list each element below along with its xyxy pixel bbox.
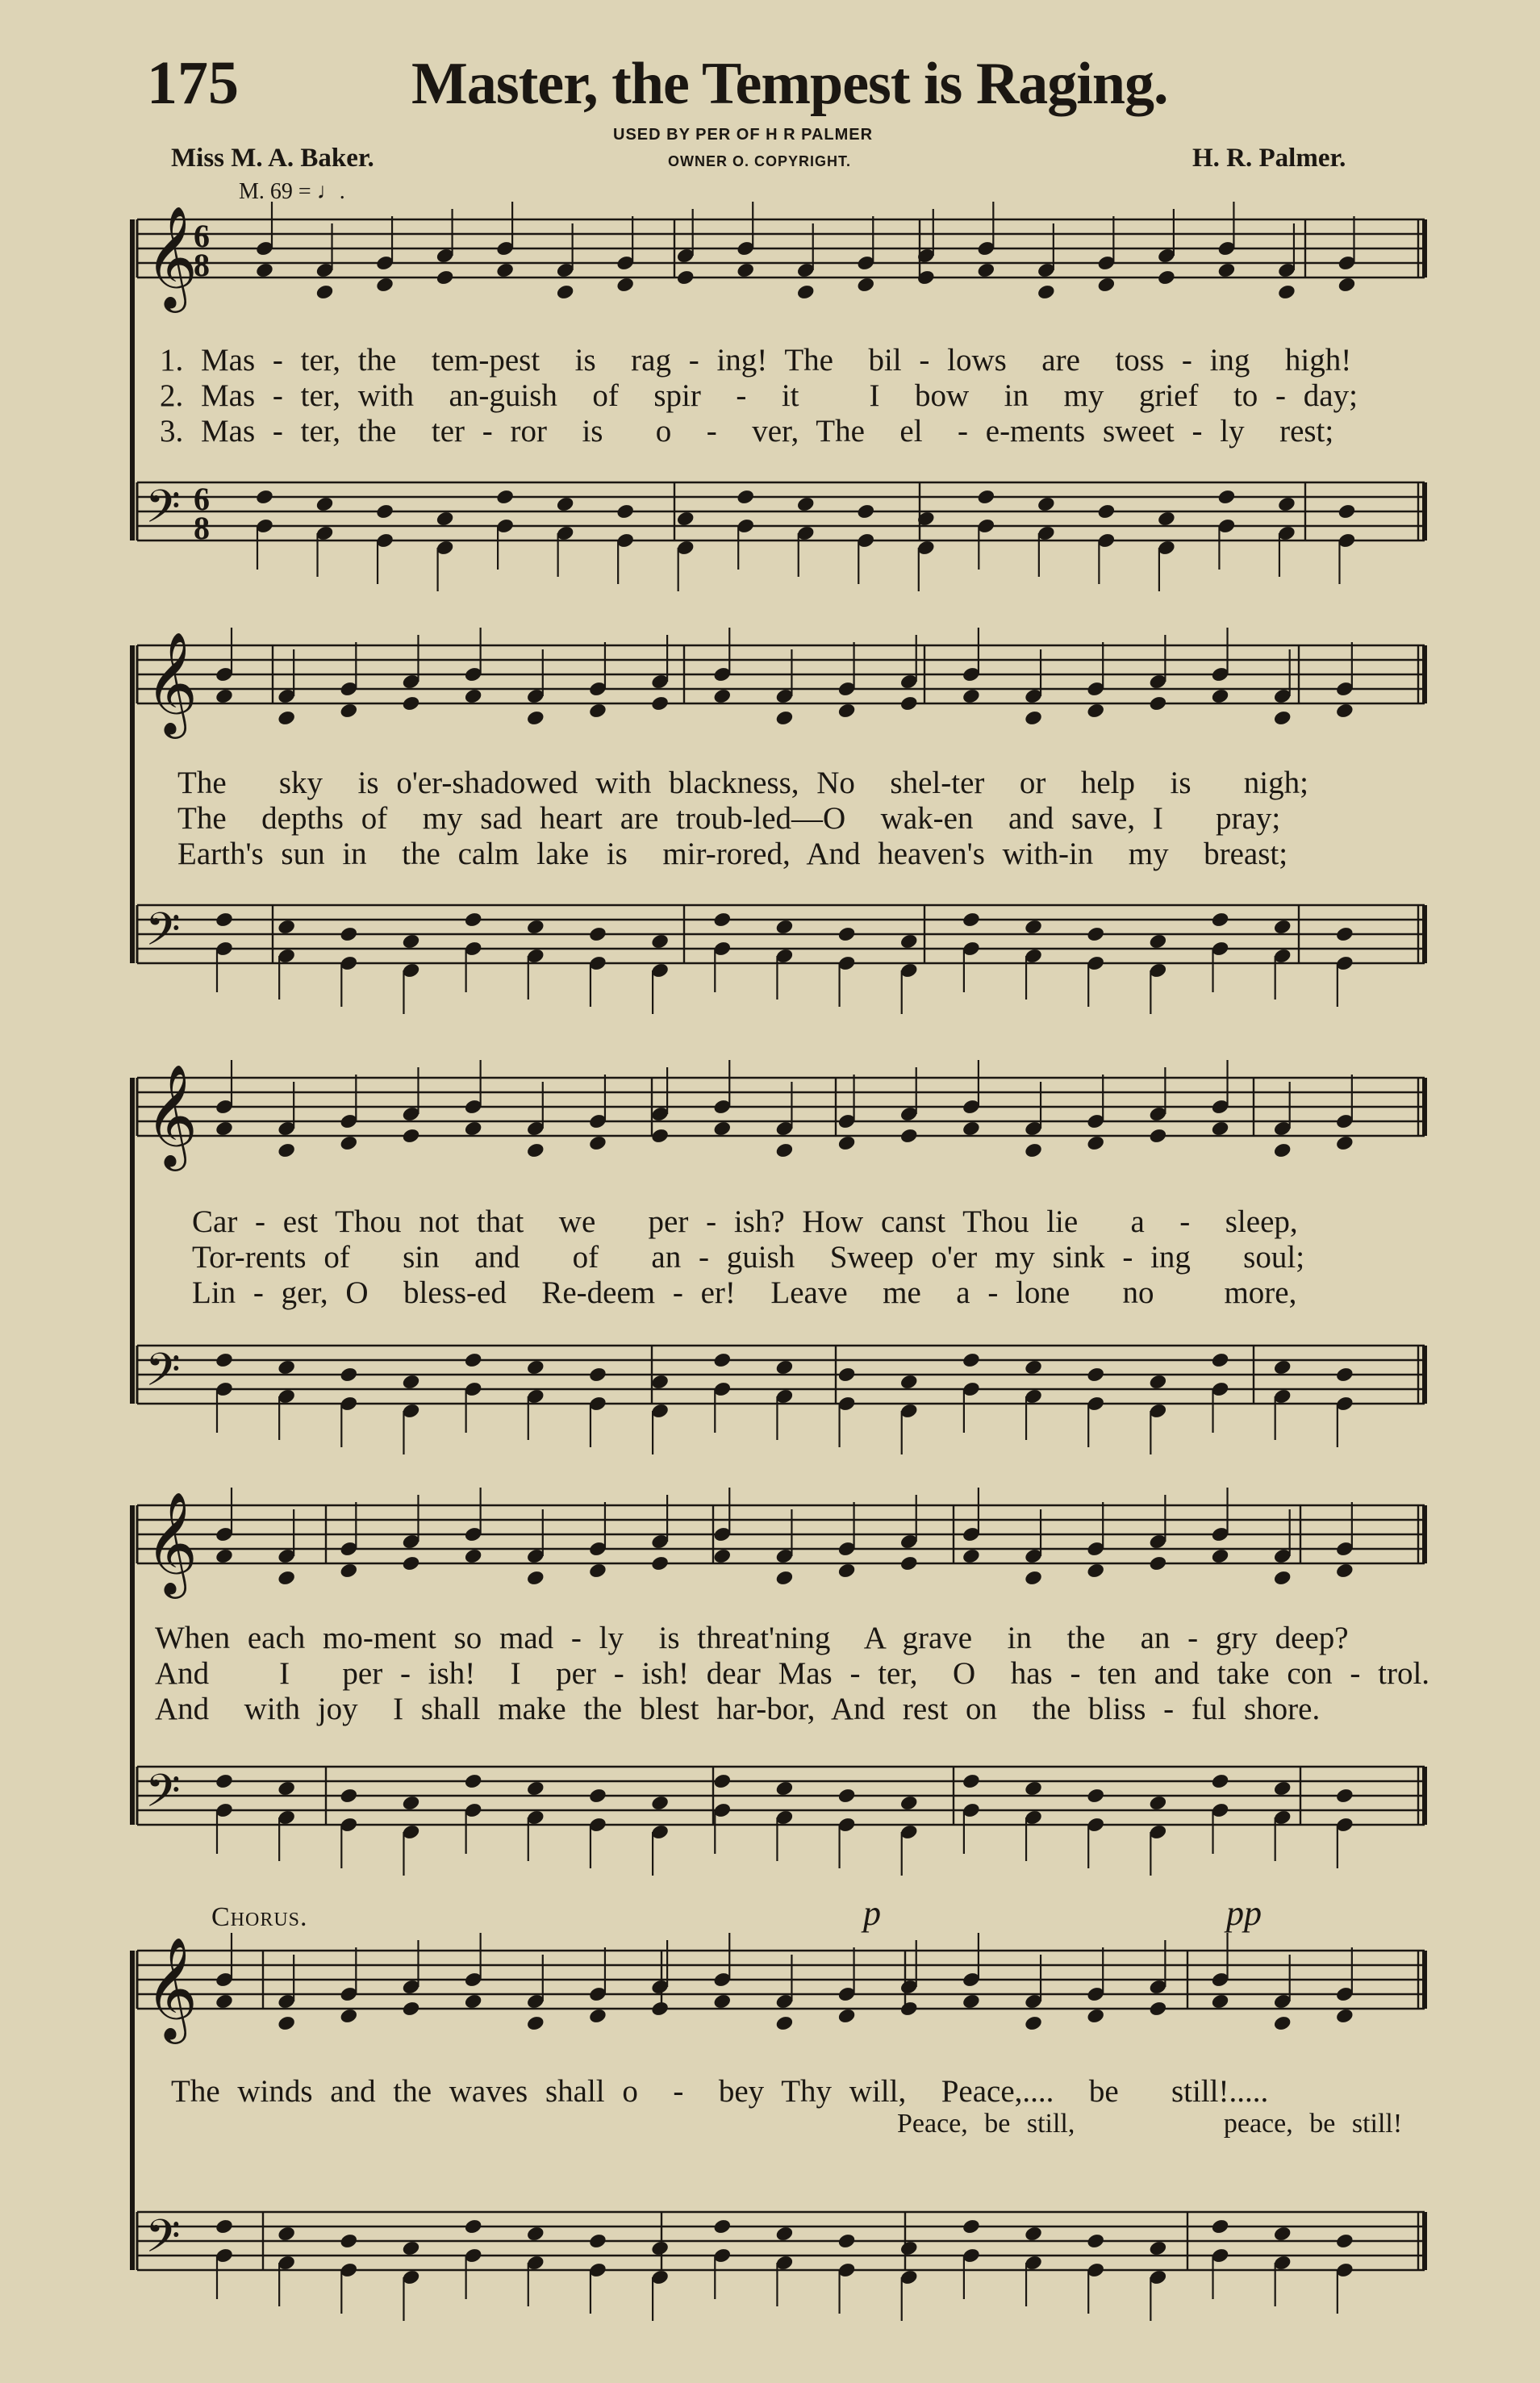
note-head [976, 488, 995, 505]
note-head [650, 1794, 670, 1811]
note-head [1217, 488, 1236, 505]
note-head [1210, 687, 1229, 704]
note-head [401, 695, 420, 712]
note-head [712, 1120, 732, 1137]
note-head [837, 1134, 856, 1151]
note-head [712, 2218, 732, 2235]
note-head [650, 933, 670, 949]
treble-clef-icon: 𝄞 [145, 1063, 198, 1166]
dynamic-pianissimo: pp [1226, 1893, 1262, 1933]
note-head [588, 1366, 607, 1383]
note-head [526, 1780, 545, 1797]
note-head [616, 276, 635, 293]
composer-credit: H. R. Palmer. [1192, 144, 1346, 173]
note-head [1157, 269, 1176, 286]
system-2-verse-1: The sky is o'er-shadowed with blackness, No shel-ter or help is nigh; [177, 766, 1308, 800]
note-head [375, 276, 394, 293]
note-head [464, 2218, 483, 2235]
note-head [588, 1134, 607, 1151]
note-head [339, 1562, 358, 1579]
note-head [255, 488, 274, 505]
note-head [736, 488, 755, 505]
note-head [1157, 510, 1176, 527]
note-head [1024, 1569, 1043, 1586]
note-head [837, 1562, 856, 1579]
note-head [774, 1141, 794, 1158]
time-signature-denominator: 8 [194, 510, 210, 546]
note-head [1024, 1141, 1043, 1158]
note-head [1148, 2000, 1167, 2017]
note-head [1024, 2014, 1043, 2031]
note-head [556, 495, 575, 512]
bass-clef-icon: 𝄢 [145, 1765, 181, 1829]
note-head [976, 261, 995, 278]
note-head [837, 1787, 856, 1804]
note-head [962, 1547, 981, 1564]
note-head [401, 2239, 420, 2256]
note-head [401, 1373, 420, 1390]
note-head [962, 1772, 981, 1789]
note-head [401, 933, 420, 949]
note-head [215, 687, 234, 704]
note-head [339, 2232, 358, 2249]
note-head [277, 709, 296, 726]
note-head [774, 2014, 794, 2031]
note-head [255, 261, 274, 278]
time-signature-denominator: 8 [194, 247, 210, 283]
note-head [774, 709, 794, 726]
note-head [315, 495, 334, 512]
copyright-notice-line-1: USED BY PER OF H R PALMER [613, 126, 874, 144]
note-head [1037, 283, 1056, 300]
note-head [837, 2007, 856, 2024]
note-head [774, 1780, 794, 1797]
note-head [650, 1555, 670, 1571]
note-head [712, 1547, 732, 1564]
note-head [962, 911, 981, 928]
note-head [1210, 1120, 1229, 1137]
note-head [1024, 1780, 1043, 1797]
note-head [1337, 276, 1356, 293]
note-head [435, 269, 454, 286]
note-head [495, 261, 515, 278]
note-head [495, 488, 515, 505]
note-head [899, 1373, 919, 1390]
system-1-verse-2: 2. Mas - ter, with an-guish of spir - it I bow in my grief to - day; [160, 378, 1358, 413]
system-1-verse-1: 1. Mas - ter, the tem-pest is rag - ing! The bil - lows are toss - ing high! [160, 343, 1352, 378]
note-head [676, 269, 695, 286]
note-head [856, 503, 875, 520]
note-head [676, 510, 695, 527]
note-head [1210, 1547, 1229, 1564]
note-head [962, 2218, 981, 2235]
note-head [339, 925, 358, 942]
system-2-verse-3: Earth's sun in the calm lake is mir-rored, And heaven's with-in my breast; [177, 837, 1288, 871]
note-head [1086, 702, 1105, 719]
note-head [736, 261, 755, 278]
note-head [774, 918, 794, 935]
note-head [277, 2014, 296, 2031]
system-1-verse-3: 3. Mas - ter, the ter - ror is o - ver, The el - e-ments sweet - ly rest; [160, 414, 1334, 449]
note-head [1086, 1366, 1105, 1383]
note-head [1024, 709, 1043, 726]
hymn-number: 175 [147, 49, 239, 117]
note-head [1273, 918, 1292, 935]
note-head [1210, 1772, 1229, 1789]
note-head [215, 911, 234, 928]
note-head [215, 1120, 234, 1137]
note-head [1273, 2225, 1292, 2242]
treble-clef-icon: 𝄞 [145, 205, 198, 308]
note-head [1337, 503, 1356, 520]
note-head [1148, 2239, 1167, 2256]
note-head [1273, 1141, 1292, 1158]
note-head [1148, 1555, 1167, 1571]
note-head [526, 1358, 545, 1375]
note-head [712, 687, 732, 704]
note-head [401, 1794, 420, 1811]
note-head [588, 702, 607, 719]
note-head [588, 2007, 607, 2024]
note-head [712, 911, 732, 928]
dynamic-piano: p [863, 1893, 881, 1933]
note-head [215, 2218, 234, 2235]
note-head [774, 1569, 794, 1586]
note-head [1277, 495, 1296, 512]
note-head [1210, 1993, 1229, 2009]
bass-clef-icon: 𝄢 [145, 1344, 181, 1408]
note-head [339, 1366, 358, 1383]
note-head [962, 1351, 981, 1368]
note-head [1024, 2225, 1043, 2242]
treble-clef-icon: 𝄞 [145, 631, 198, 734]
note-head [339, 2007, 358, 2024]
chorus-alto-lyric: Peace, be still, peace, be still! [897, 2109, 1403, 2139]
note-head [1273, 1569, 1292, 1586]
note-head [435, 510, 454, 527]
note-head [339, 702, 358, 719]
note-head [650, 2239, 670, 2256]
note-head [1335, 2232, 1354, 2249]
note-head [277, 1569, 296, 1586]
system-4-verse-2: And I per - ish! I per - ish! dear Mas - ter, O has - ten and take con - trol. [155, 1656, 1430, 1691]
note-head [526, 2014, 545, 2031]
note-head [1217, 261, 1236, 278]
note-head [526, 1141, 545, 1158]
note-head [215, 1351, 234, 1368]
note-head [464, 1772, 483, 1789]
note-head [712, 1772, 732, 1789]
note-head [401, 2000, 420, 2017]
bass-clef-icon: 𝄢 [145, 904, 181, 967]
note-head [215, 1993, 234, 2009]
note-head [277, 1358, 296, 1375]
note-head [1086, 1134, 1105, 1151]
note-head [1273, 2014, 1292, 2031]
note-head [1086, 1787, 1105, 1804]
copyright-notice-line-2: OWNER O. COPYRIGHT. [668, 153, 852, 169]
note-head [837, 2232, 856, 2249]
note-head [464, 911, 483, 928]
system-3-verse-2: Tor-rents of sin and of an - guish Sweep o'er my sink - ing soul; [192, 1240, 1305, 1275]
note-head [277, 1780, 296, 1797]
note-head [774, 1358, 794, 1375]
note-head [1277, 283, 1296, 300]
note-head [1335, 1562, 1354, 1579]
note-head [796, 283, 816, 300]
note-head [401, 1127, 420, 1144]
note-head [1335, 702, 1354, 719]
note-head [1086, 925, 1105, 942]
note-head [1148, 1373, 1167, 1390]
system-4-verse-1: When each mo-ment so mad - ly is threat'ning A grave in the an - gry deep? [155, 1621, 1349, 1655]
note-head [464, 687, 483, 704]
note-head [464, 1993, 483, 2009]
lyricist-credit: Miss M. A. Baker. [171, 144, 374, 173]
note-head [464, 1120, 483, 1137]
note-head [774, 2225, 794, 2242]
note-head [215, 1547, 234, 1564]
note-head [1335, 2007, 1354, 2024]
note-head [339, 1787, 358, 1804]
note-head [1335, 925, 1354, 942]
note-head [277, 2225, 296, 2242]
note-head [1086, 2232, 1105, 2249]
note-head [464, 1547, 483, 1564]
note-head [556, 283, 575, 300]
note-head [1335, 1787, 1354, 1804]
note-head [339, 1134, 358, 1151]
note-head [464, 1351, 483, 1368]
note-head [962, 1120, 981, 1137]
note-head [899, 1794, 919, 1811]
note-head [899, 2239, 919, 2256]
note-head [1086, 1562, 1105, 1579]
note-head [588, 1787, 607, 1804]
chorus-lyric: The winds and the waves shall o - bey Thy will, Peace,.... be still!..... [171, 2074, 1269, 2109]
note-head [526, 2225, 545, 2242]
note-head [796, 495, 816, 512]
note-head [1148, 1794, 1167, 1811]
note-head [526, 709, 545, 726]
bass-clef-icon: 𝄢 [145, 2210, 181, 2274]
note-head [1210, 911, 1229, 928]
note-head [588, 925, 607, 942]
note-head [962, 687, 981, 704]
note-head [837, 925, 856, 942]
note-head [650, 695, 670, 712]
note-head [1037, 495, 1056, 512]
metronome-marking: M. 69 = ♩. [239, 179, 345, 204]
note-head [899, 933, 919, 949]
note-head [650, 1127, 670, 1144]
note-head [899, 2000, 919, 2017]
note-head [837, 1366, 856, 1383]
note-head [712, 1351, 732, 1368]
note-head [588, 1562, 607, 1579]
note-head [526, 918, 545, 935]
note-head [401, 1555, 420, 1571]
note-head [1086, 2007, 1105, 2024]
note-head [1210, 2218, 1229, 2235]
note-head [277, 1141, 296, 1158]
note-head [588, 2232, 607, 2249]
note-head [1148, 933, 1167, 949]
note-head [1096, 503, 1116, 520]
note-head [1273, 709, 1292, 726]
note-head [1024, 1358, 1043, 1375]
note-head [962, 1993, 981, 2009]
treble-clef-icon: 𝄞 [145, 1936, 198, 2039]
note-head [899, 1127, 919, 1144]
note-head [375, 503, 394, 520]
note-head [837, 702, 856, 719]
system-3-verse-3: Lin - ger, O bless-ed Re-deem - er! Leave me a - lone no more, [192, 1275, 1297, 1310]
note-head [856, 276, 875, 293]
note-head [1148, 695, 1167, 712]
note-head [1096, 276, 1116, 293]
note-head [315, 283, 334, 300]
hymn-title: Master, the Tempest is Raging. [411, 51, 1168, 117]
note-head [650, 2000, 670, 2017]
chorus-label: Chorus. [211, 1902, 308, 1932]
note-head [1273, 1358, 1292, 1375]
note-head [899, 1555, 919, 1571]
note-head [899, 695, 919, 712]
note-head [526, 1569, 545, 1586]
note-head [616, 503, 635, 520]
note-head [1024, 918, 1043, 935]
note-head [1148, 1127, 1167, 1144]
time-signature-numerator: 6 [194, 481, 210, 517]
note-head [215, 1772, 234, 1789]
note-head [1210, 1351, 1229, 1368]
system-3-verse-1: Car - est Thou not that we per - ish? How canst Thou lie a - sleep, [192, 1204, 1298, 1239]
bass-clef-icon: 𝄢 [145, 481, 181, 545]
note-head [1335, 1366, 1354, 1383]
system-2-verse-2: The depths of my sad heart are troub-led—O wak-en and save, I pray; [177, 801, 1281, 836]
system-4-verse-3: And with joy I shall make the blest har-bor, And rest on the bliss - ful shore. [155, 1692, 1321, 1726]
note-head [1273, 1780, 1292, 1797]
time-signature-numerator: 6 [194, 218, 210, 254]
note-head [1335, 1134, 1354, 1151]
note-head [277, 918, 296, 935]
note-head [650, 1373, 670, 1390]
note-head [712, 1993, 732, 2009]
treble-clef-icon: 𝄞 [145, 1491, 198, 1594]
